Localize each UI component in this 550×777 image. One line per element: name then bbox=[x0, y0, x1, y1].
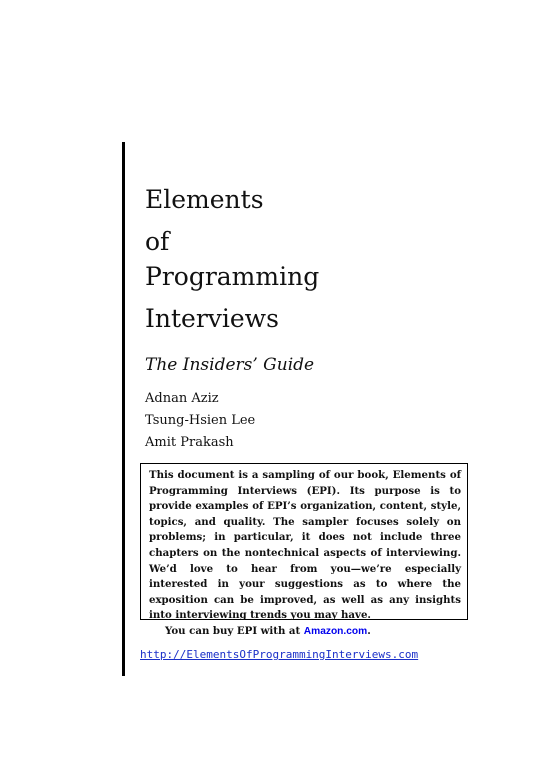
author-3: Amit Prakash bbox=[145, 435, 234, 450]
website-url-link[interactable]: http://ElementsOfProgrammingInterviews.com bbox=[140, 648, 419, 661]
amazon-link[interactable]: Amazon.com bbox=[303, 625, 368, 637]
subtitle: The Insiders’ Guide bbox=[145, 355, 315, 375]
buy-line bbox=[149, 624, 461, 640]
sampler-notice-box bbox=[140, 463, 468, 637]
title-line-3: Programming bbox=[145, 262, 320, 291]
author-1: Adnan Aziz bbox=[145, 391, 219, 406]
buy-prefix: You can buy EPI with at bbox=[165, 624, 304, 637]
title-line-4: Interviews bbox=[145, 304, 279, 333]
vertical-rule bbox=[122, 142, 125, 676]
title-line-1: Elements bbox=[145, 185, 264, 214]
notice-body: This document is a sampling of our book, Elements of Programming Interviews (EPI). Its purpose is to provide examples of EPI’s organization, content, style, topics, and quality. The sampler focuses solely on problems; in particular, it does not include three chapters on the nontechnical aspects of interviewing. We’d love to hear from you—we’re especially interested in your suggestions as to where the exposition can be improved, as well as any insights into interviewing trends you may have. bbox=[149, 469, 461, 622]
author-2: Tsung-Hsien Lee bbox=[145, 413, 256, 428]
title-line-2: of bbox=[145, 227, 170, 256]
buy-suffix: . bbox=[367, 624, 371, 637]
